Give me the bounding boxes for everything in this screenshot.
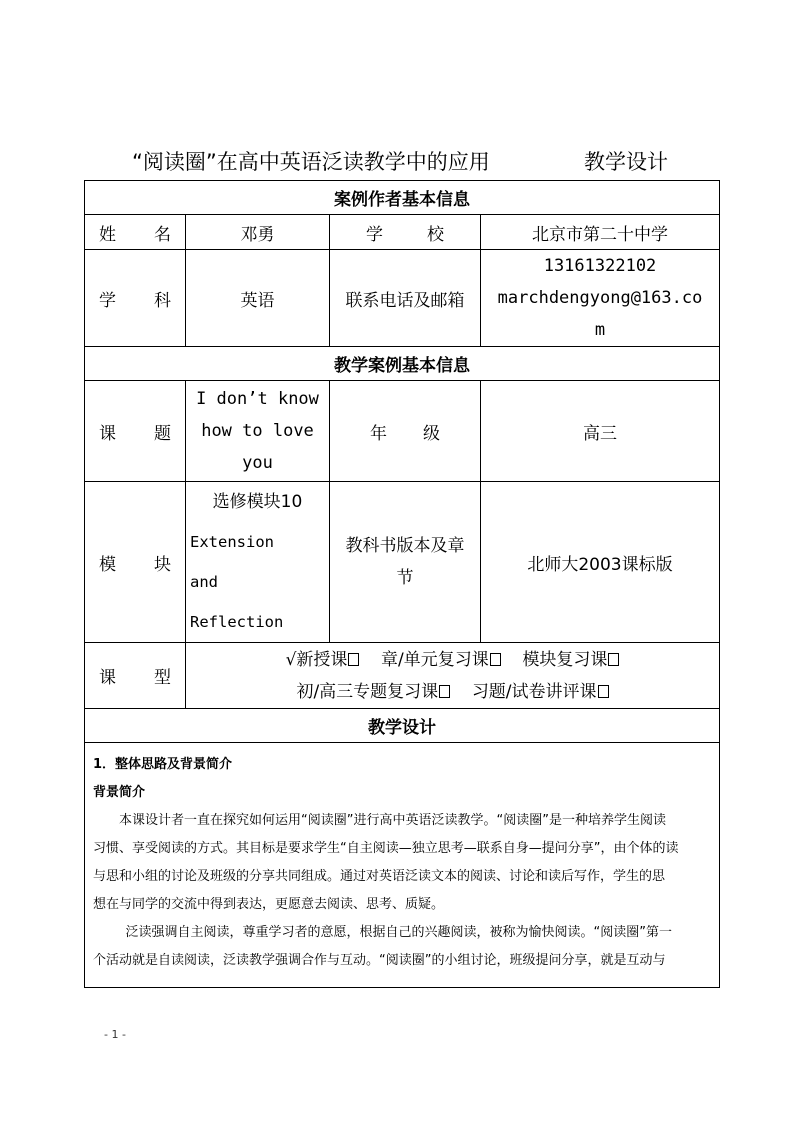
table-row bbox=[85, 709, 720, 743]
table-row bbox=[85, 347, 720, 381]
type-option-module-review[interactable]: 模块复习课 bbox=[522, 650, 619, 670]
name-value: 邓勇 bbox=[186, 215, 330, 250]
paragraph-line: 本课设计者一直在探究如何运用“阅读圈”进行高中英语泛读教学。“阅读圈”是一种培养学生阅读 bbox=[119, 813, 666, 828]
paragraph-line: 习惯、享受阅读的方式。其目标是要求学生“自主阅读—独立思考—联系自身—提问分享”，由个体的读 bbox=[93, 841, 679, 856]
grade-label: 年 级 bbox=[330, 381, 481, 482]
module-label: 模 块 bbox=[85, 482, 186, 643]
school-value: 北京市第二十中学 bbox=[481, 215, 720, 250]
school-label: 学 校 bbox=[330, 215, 481, 250]
name-label: 姓 名 bbox=[85, 215, 186, 250]
type-option-new[interactable]: √新授课 bbox=[286, 650, 360, 670]
table-row bbox=[85, 250, 720, 347]
document-title bbox=[84, 146, 720, 178]
section-author-info: 案例作者基本信息 bbox=[85, 181, 720, 215]
checkbox-icon[interactable] bbox=[490, 653, 501, 666]
checkbox-icon[interactable] bbox=[598, 685, 609, 698]
section-case-info: 教学案例基本信息 bbox=[85, 347, 720, 381]
table-row bbox=[85, 215, 720, 250]
subject-label: 学 科 bbox=[85, 250, 186, 347]
table-row bbox=[85, 482, 720, 643]
table-row bbox=[85, 381, 720, 482]
textbook-label: 教科书版本及章 节 bbox=[330, 482, 481, 643]
design-subheading: 背景简介 bbox=[93, 785, 146, 800]
type-label: 课 型 bbox=[85, 643, 186, 709]
contact-email: marchdengyong@163.co bbox=[497, 288, 703, 308]
paragraph-line: 泛读强调自主阅读，尊重学习者的意愿，根据自己的兴趣阅读，被称为愉快阅读。“阅读圈”第一 bbox=[125, 925, 672, 940]
contact-phone: 13161322102 bbox=[543, 256, 657, 276]
title-main: “阅读圈”在高中英语泛读教学中的应用 bbox=[132, 150, 490, 174]
topic-label: 课 题 bbox=[85, 381, 186, 482]
title-sub: 教学设计 bbox=[584, 150, 668, 174]
subject-value: 英语 bbox=[186, 250, 330, 347]
type-option-unit-review[interactable]: 章/单元复习课 bbox=[381, 650, 501, 670]
design-content bbox=[85, 743, 720, 988]
section-design: 教学设计 bbox=[85, 709, 720, 743]
module-value: 选修模块10 Extension and Reflection bbox=[186, 482, 330, 643]
design-heading: 1．整体思路及背景简介 bbox=[93, 757, 233, 772]
topic-value: I don’t know how to love you bbox=[186, 381, 330, 482]
contact-value bbox=[481, 250, 720, 347]
type-option-topic-review[interactable]: 初/高三专题复习课 bbox=[296, 682, 450, 702]
paragraph-line: 想在与同学的交流中得到表达，更愿意去阅读、思考、质疑。 bbox=[93, 897, 445, 912]
table-row bbox=[85, 743, 720, 988]
contact-label: 联系电话及邮箱 bbox=[330, 250, 481, 347]
type-options bbox=[186, 643, 720, 709]
info-table bbox=[84, 180, 720, 988]
contact-email-tail: m bbox=[594, 320, 606, 340]
grade-value: 高三 bbox=[481, 381, 720, 482]
table-row bbox=[85, 643, 720, 709]
checkbox-icon[interactable] bbox=[348, 653, 359, 666]
textbook-value: 北师大2003课标版 bbox=[481, 482, 720, 643]
type-option-exercise-review[interactable]: 习题/试卷讲评课 bbox=[472, 682, 609, 702]
paragraph-line: 个活动就是自读阅读，泛读教学强调合作与互动。“阅读圈”的小组讨论，班级提问分享，就是互动与 bbox=[93, 953, 666, 968]
checkbox-icon[interactable] bbox=[608, 653, 619, 666]
checkbox-icon[interactable] bbox=[439, 685, 450, 698]
paragraph-line: 与思和小组的讨论及班级的分享共同组成。通过对英语泛读文本的阅读、讨论和读后写作，学生的思 bbox=[93, 869, 666, 884]
page-number: - 1 - bbox=[104, 1028, 126, 1041]
table-row bbox=[85, 181, 720, 215]
